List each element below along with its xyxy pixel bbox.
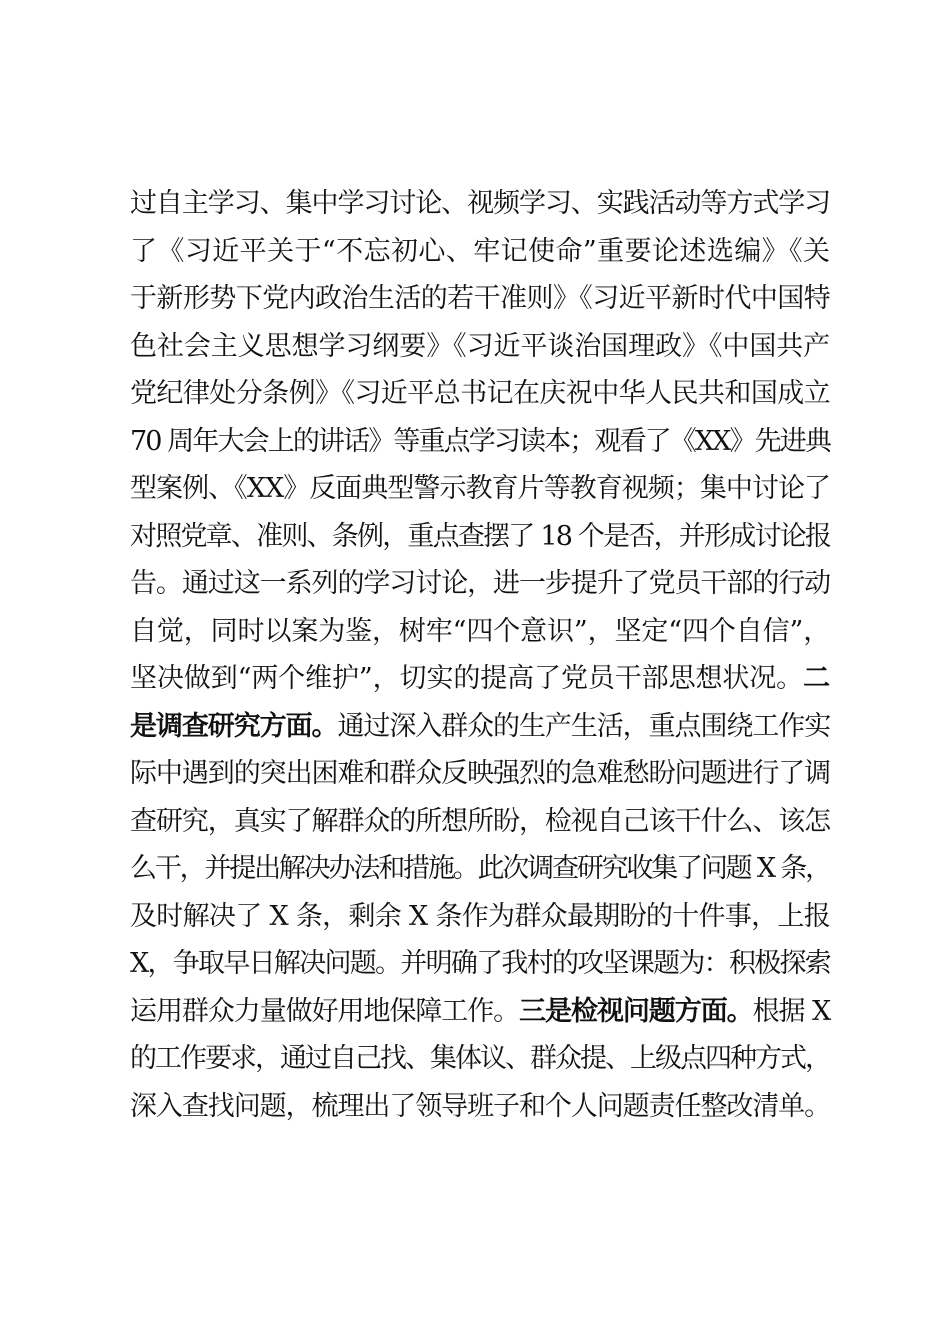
text-line	[130, 513, 830, 561]
text-line	[130, 560, 830, 608]
text-run: 型案例、《XX》反面典型警示教育片等教育视频；集中讨论了	[130, 473, 831, 504]
text-run: 际中遇到的突出困难和群众反映强烈的急难愁盼问题进行了调	[130, 758, 831, 789]
text-line	[130, 323, 830, 371]
text-run: 坚决做到“两个维护”，切实的提高了党员干部思想状况。	[130, 663, 804, 694]
text-run: 的工作要求，通过自己找、集体议、群众提、上级点四种方式，	[130, 1043, 830, 1074]
text-line	[130, 655, 830, 703]
text-run: 70 周年大会上的讲话》等重点学习读本；观看了《XX》先进典	[130, 425, 830, 457]
text-line	[130, 750, 830, 798]
text-run: 及时解决了 X 条，剩余 X 条作为群众最期盼的十件事，上报	[130, 900, 831, 932]
text-line	[130, 228, 830, 276]
text-run: 自觉，同时以案为鉴，树牢“四个意识”，坚定“四个自信”，	[130, 615, 831, 647]
bold-heading-run: 是调查研究方面。	[130, 710, 338, 742]
text-run: 通过深入群众的生产生活，重点围绕工作实	[337, 710, 831, 742]
text-run: 过自主学习、集中学习讨论、视频学习、实践活动等方式学习	[130, 188, 831, 219]
text-line	[130, 1083, 830, 1131]
text-run: 查研究，真实了解群众的所想所盼，检视自己该干什么、该怎	[130, 805, 831, 837]
text-line	[130, 370, 830, 418]
text-line	[130, 798, 830, 846]
text-line	[130, 275, 830, 323]
bold-heading-run: 三是检视问题方面。	[519, 995, 753, 1027]
text-line	[130, 465, 830, 513]
text-run: 根据 X	[752, 995, 831, 1027]
text-run: 色社会主义思想学习纲要》《习近平谈治国理政》《中国共产	[130, 330, 831, 362]
text-run: 党纪律处分条例》《习近平总书记在庆祝中华人民共和国成立	[130, 378, 831, 409]
text-line	[130, 893, 830, 941]
body-paragraph	[130, 180, 830, 1130]
text-line	[130, 418, 830, 466]
text-line	[130, 940, 830, 988]
text-run: X，争取早日解决问题。并明确了我村的攻坚课题为：积极探索	[130, 948, 831, 979]
text-run: 于新形势下党内政治生活的若干准则》《习近平新时代中国特	[130, 283, 831, 314]
text-run: 深入查找问题，梳理出了领导班子和个人问题责任整改清单。	[130, 1090, 831, 1122]
text-line	[130, 180, 830, 228]
text-line	[130, 703, 830, 751]
text-run: 对照党章、准则、条例，重点查摆了 18 个是否，并形成讨论报	[130, 520, 831, 552]
bold-heading-run: 二	[803, 663, 830, 694]
text-line	[130, 845, 830, 893]
text-line	[130, 988, 830, 1036]
text-line	[130, 1035, 830, 1083]
text-line	[130, 608, 830, 656]
text-run: 告。通过这一系列的学习讨论，进一步提升了党员干部的行动	[130, 568, 831, 599]
text-run: 了《习近平关于“不忘初心、牢记使命”重要论述选编》《关	[130, 235, 830, 267]
text-run: 么干，并提出解决办法和措施。此次调查研究收集了问题 X 条，	[130, 853, 830, 884]
text-run: 运用群众力量做好用地保障工作。	[130, 995, 520, 1027]
